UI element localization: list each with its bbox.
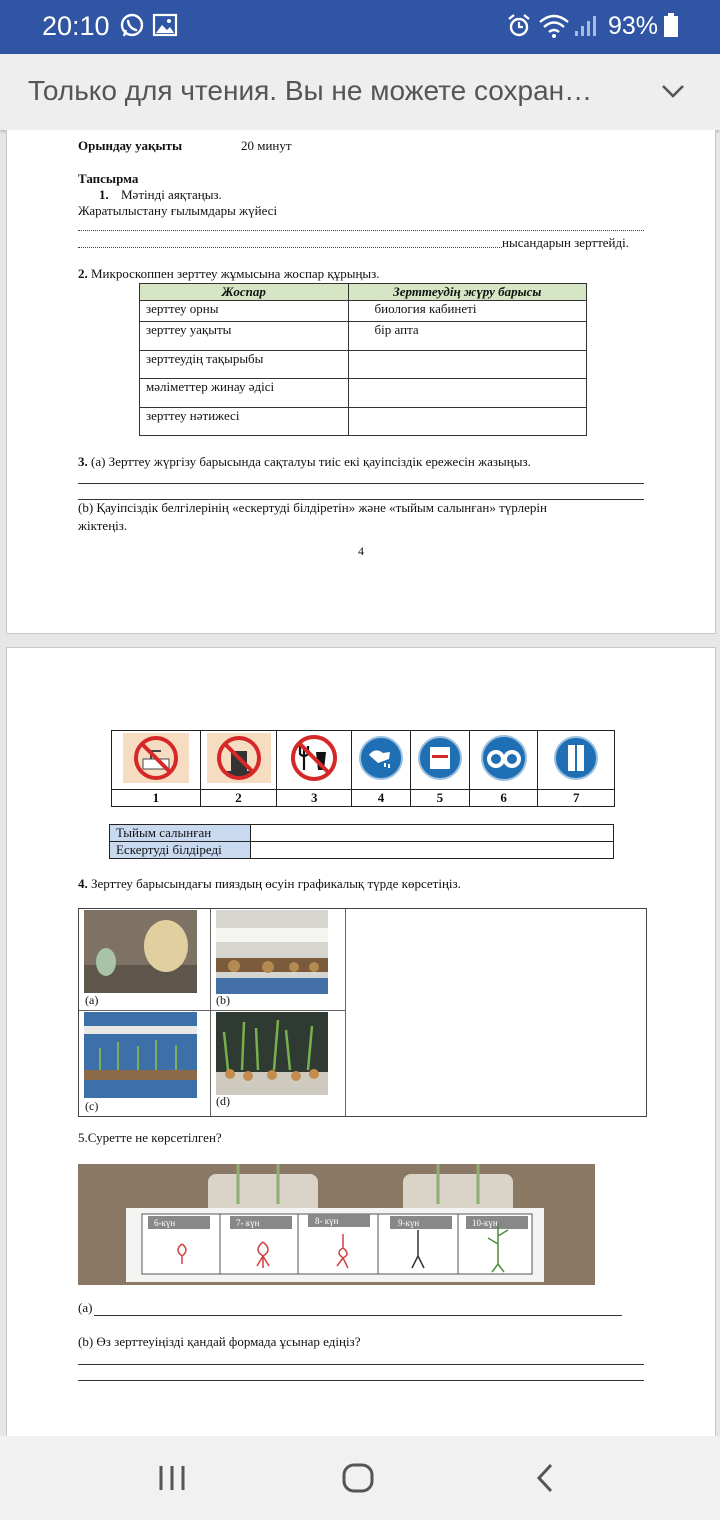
- recent-apps-icon[interactable]: [157, 1462, 187, 1494]
- answer-dotted-line: [78, 247, 502, 248]
- read-only-message: Только для чтения. Вы не можете сохран…: [28, 75, 593, 106]
- table-header-row: [140, 284, 587, 301]
- table-row: [110, 842, 614, 859]
- onion-photo-b: [216, 910, 328, 994]
- chevron-down-icon[interactable]: [660, 82, 686, 100]
- home-icon[interactable]: [340, 1462, 376, 1494]
- question-4-text: Зерттеу барысындағы пияздың өсуін графикалық түрде көрсетіңіз.: [91, 876, 461, 891]
- question-3a: [78, 454, 531, 470]
- battery-percent: 93%: [608, 12, 659, 40]
- classification-table: [109, 824, 614, 859]
- table-cell: зерттеу уақыты: [140, 322, 349, 351]
- table-row: [140, 322, 587, 351]
- no-food-drink-icon: [286, 732, 342, 784]
- table-cell: [348, 379, 586, 408]
- sign-cell: [410, 731, 469, 790]
- question-5-heading: 5.Суретте не көрсетілген?: [78, 1130, 222, 1145]
- answer-line: [94, 1315, 622, 1316]
- safety-signs-table: [111, 730, 615, 807]
- plan-table: [139, 283, 587, 436]
- wifi-icon: [538, 12, 570, 40]
- table-row: [140, 408, 587, 436]
- table-cell: биология кабинеті: [348, 301, 586, 322]
- sign-cell: [469, 731, 538, 790]
- photo-label: (a): [85, 993, 99, 1007]
- signs-icon-row: [112, 731, 615, 790]
- onion-photo-d: [216, 1012, 328, 1095]
- table-cell: зерттеу орны: [140, 301, 349, 322]
- back-icon[interactable]: [532, 1462, 558, 1494]
- question-4-number: 4.: [78, 876, 88, 891]
- alarm-icon: [506, 12, 532, 40]
- table-header-cell: Зерттеудің жүру барысы: [348, 284, 586, 301]
- question-3b-text: жіктеңіз.: [78, 518, 128, 533]
- sign-number: 2: [200, 790, 277, 807]
- question-1-ending: нысандарын зерттейді.: [502, 235, 629, 250]
- day-label: 6-күн: [154, 1218, 176, 1228]
- photo-label: (c): [85, 1099, 99, 1113]
- table-header-cell: Жоспар: [140, 284, 349, 301]
- grid-divider: [345, 909, 346, 1116]
- sign-number: 1: [112, 790, 201, 807]
- answer-dotted-line: [78, 230, 644, 231]
- no-washing-icon: [123, 733, 189, 783]
- document-page-2: [6, 647, 716, 1448]
- answer-line: [78, 483, 644, 484]
- table-row: [140, 379, 587, 408]
- onion-roots-photo: [78, 1164, 595, 1285]
- table-cell: зерттеу нәтижесі: [140, 408, 349, 436]
- status-bar: [0, 0, 720, 54]
- day-label: 8- күн: [315, 1216, 339, 1226]
- signal-icon: [573, 12, 599, 40]
- sign-cell: [200, 731, 277, 790]
- sign-number: 5: [410, 790, 469, 807]
- duration-value: 20 минут: [241, 138, 292, 153]
- no-pouring-icon: [207, 733, 271, 783]
- answer-cell[interactable]: [251, 842, 614, 859]
- photo-label: (b): [216, 993, 230, 1007]
- question-1-line: Жаратылыстану ғылымдары жүйесі: [78, 203, 278, 218]
- question-1-number: 1.: [99, 187, 109, 202]
- read-only-banner[interactable]: [0, 54, 720, 130]
- question-2-number: 2.: [78, 266, 88, 281]
- table-cell: зерттеудің тақырыбы: [140, 351, 349, 379]
- document-page-1: [6, 130, 716, 634]
- table-cell: [348, 408, 586, 436]
- question-3a-text: (a) Зерттеу жүргізу барысында сақталуы тиіс екі қауіпсіздік ережесін жазыңыз.: [91, 454, 531, 469]
- day-label: 7- күн: [236, 1218, 260, 1228]
- question-5a-label: (a): [78, 1300, 93, 1315]
- table-row: [140, 351, 587, 379]
- question-3-number: 3.: [78, 454, 88, 469]
- status-time: 20:10: [42, 11, 110, 41]
- sign-cell: [538, 731, 615, 790]
- task-heading: Тапсырма: [78, 171, 139, 186]
- page-number: 4: [358, 544, 364, 558]
- navigation-bar: [0, 1436, 720, 1520]
- answer-line: [78, 1380, 644, 1381]
- grid-divider: [79, 1010, 345, 1011]
- sign-cell: [112, 731, 201, 790]
- sign-number: 6: [469, 790, 538, 807]
- table-cell: [348, 351, 586, 379]
- sign-cell: [277, 731, 352, 790]
- sign-number: 3: [277, 790, 352, 807]
- signs-number-row: [112, 790, 615, 807]
- whatsapp-icon: [118, 12, 146, 40]
- battery-icon: [662, 12, 680, 40]
- gallery-icon: [152, 12, 178, 40]
- warning-label: Ескертуді білдіреді: [110, 842, 251, 859]
- answer-line: [78, 1364, 644, 1365]
- table-cell: мәліметтер жинау әдісі: [140, 379, 349, 408]
- answer-cell[interactable]: [251, 825, 614, 842]
- wear-goggles-icon: [479, 733, 529, 783]
- wear-lab-coat-icon: [553, 733, 599, 783]
- question-3b-text: (b) Қауіпсіздік белгілерінің «ескертуді білдіретін» және «тыйым салынған» түрлерін: [78, 500, 547, 515]
- question-2: [78, 266, 380, 282]
- sign-number: 7: [538, 790, 615, 807]
- table-row: [140, 301, 587, 322]
- sign-number: 4: [352, 790, 411, 807]
- table-row: [110, 825, 614, 842]
- grid-divider: [210, 909, 211, 1116]
- onion-photo-grid: [78, 908, 647, 1117]
- wear-gloves-icon: [417, 733, 463, 783]
- table-cell: бір апта: [348, 322, 586, 351]
- onion-photo-c: [84, 1012, 197, 1098]
- sign-cell: [352, 731, 411, 790]
- day-label: 10-күн: [472, 1218, 498, 1228]
- day-label: 9-күн: [398, 1218, 420, 1228]
- question-5b-text: (b) Өз зерттеуіңізді қандай формада ұсынар едіңіз?: [78, 1334, 361, 1349]
- prohibited-label: Тыйым салынған: [110, 825, 251, 842]
- photo-label: (d): [216, 1094, 230, 1108]
- wash-hands-icon: [358, 733, 404, 783]
- duration-label: Орындау уақыты: [78, 138, 183, 153]
- question-2-text: Микроскоппен зерттеу жұмысына жоспар құрыңыз.: [91, 266, 380, 281]
- onion-photo-a: [84, 910, 197, 993]
- question-4: [78, 876, 461, 892]
- question-1-text: Мәтінді аяқтаңыз.: [121, 187, 222, 202]
